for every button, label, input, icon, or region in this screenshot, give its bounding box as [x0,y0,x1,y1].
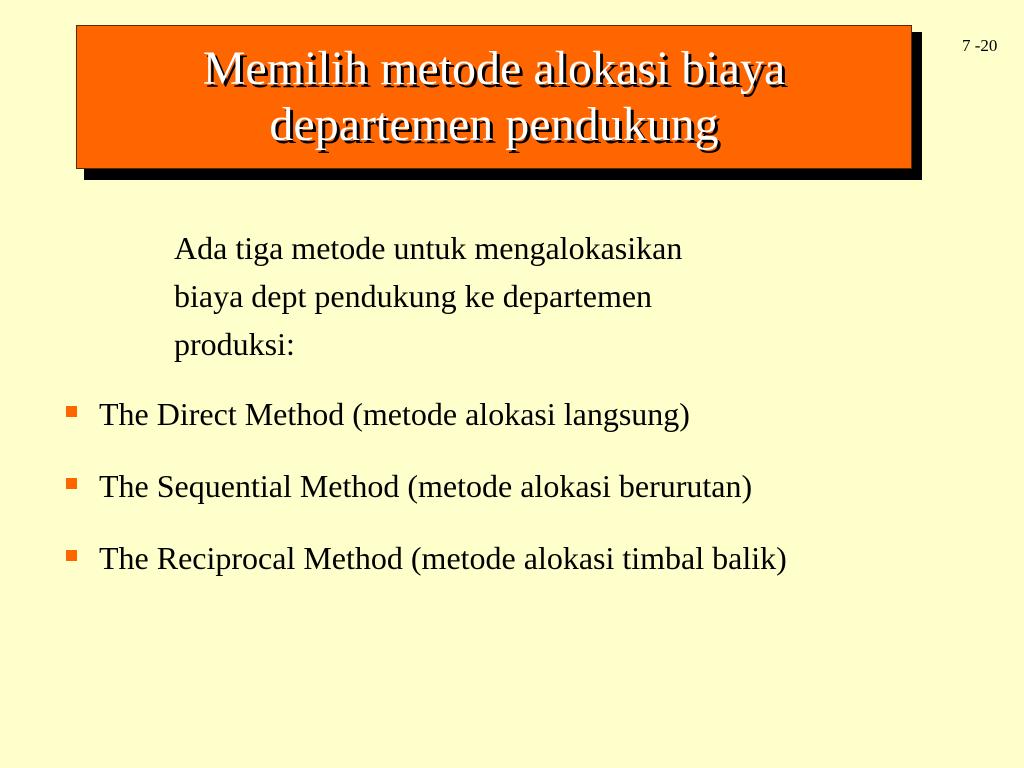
bullet-text: The Reciprocal Method (metode alokasi timbal balik) [99,540,787,576]
title-line-2: departemen pendukung [269,98,719,151]
list-item-direct-method [62,392,1002,464]
method-list [62,392,1002,608]
title-box [76,25,912,169]
page-number: 7 -20 [962,36,998,55]
bullet-text: The Sequential Method (metode alokasi berurutan) [99,468,753,504]
intro-line-1: Ada tiga metode untuk mengalokasikan [174,230,683,266]
square-bullet-icon [66,406,77,417]
intro-line-2: biaya dept pendukung ke departemen [174,278,653,314]
bullet-text: The Direct Method (metode alokasi langsung) [99,396,690,432]
intro-line-3: produksi: [174,326,295,362]
list-item-reciprocal-method [62,536,1002,608]
slide-title [114,41,874,153]
square-bullet-icon [66,478,77,489]
title-line-1: Memilih metode alokasi biaya [202,42,786,95]
list-item-sequential-method [62,464,1002,536]
intro-paragraph [174,224,834,368]
square-bullet-icon [66,550,77,561]
